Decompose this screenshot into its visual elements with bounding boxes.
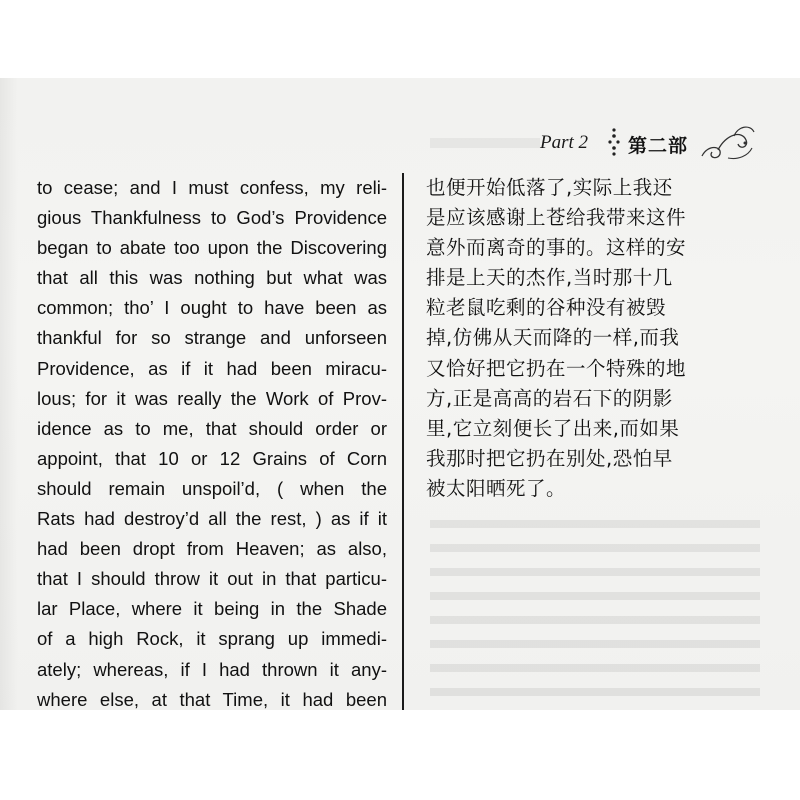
text-line: 意外而离奇的事的。这样的安 (426, 236, 687, 260)
text-line: gious Thankfulness to God’s Providence (37, 207, 387, 229)
text-line: should remain unspoil’d, ( when the (37, 477, 387, 499)
column-divider (402, 173, 404, 710)
text-line: 我那时把它扔在别处,恐怕早 (426, 446, 673, 470)
text-line: had been dropt from Heaven; as also, (37, 538, 387, 560)
text-line: to cease; and I must confess, my reli- (37, 177, 387, 198)
text-line: 被太阳晒死了。 (426, 476, 567, 500)
show-through-text (430, 138, 540, 148)
text-line: 掉,仿佛从天而降的一样,而我 (426, 326, 680, 350)
text-line: began to abate too upon the Discovering (37, 237, 387, 259)
text-line: 排是上天的杰作,当时那十几 (426, 266, 673, 290)
text-line: thankful for so strange and unforseen (37, 327, 387, 349)
chinese-text-column (426, 173, 726, 504)
text-line: of a high Rock, it sprang up immedi- (37, 628, 387, 650)
text-line: that I should throw it out in that particu- (37, 568, 387, 590)
text-line: 是应该感谢上苍给我带来这件 (426, 206, 687, 230)
text-line: 里,它立刻便长了出来,而如果 (426, 416, 680, 440)
text-line: lar Place, where it being in the Shade (37, 598, 387, 620)
running-header (540, 120, 780, 160)
part-label-chinese: 第二部 (628, 135, 689, 157)
page-gutter-shadow (0, 78, 18, 710)
text-line: that all this was nothing but what was (37, 267, 387, 289)
text-line: Rats had destroy’d all the rest, ) as if it (37, 508, 387, 530)
part-label: Part 2 (540, 132, 589, 153)
text-line: appoint, that 10 or 12 Grains of Corn (37, 447, 387, 469)
text-line: 也便开始低落了,实际上我还 (426, 176, 673, 199)
flourish-ornament-icon (698, 120, 758, 164)
english-text-column (37, 173, 387, 715)
text-line: common; tho’ I ought to have been as (37, 297, 387, 319)
text-line: where else, at that Time, it had been (37, 688, 387, 710)
text-line: lous; for it was really the Work of Prov- (37, 387, 387, 409)
text-line: Providence, as if it had been miracu- (37, 357, 387, 379)
text-line: 方,正是高高的岩石下的阴影 (426, 386, 673, 410)
text-line: idence as to me, that should order or (37, 417, 387, 439)
show-through-text (430, 520, 760, 700)
text-line: ately; whereas, if I had thrown it any- (37, 658, 387, 680)
text-line: 又恰好把它扔在一个特殊的地 (426, 356, 687, 380)
text-line: 粒老鼠吃剩的谷种没有被毁 (426, 296, 667, 320)
